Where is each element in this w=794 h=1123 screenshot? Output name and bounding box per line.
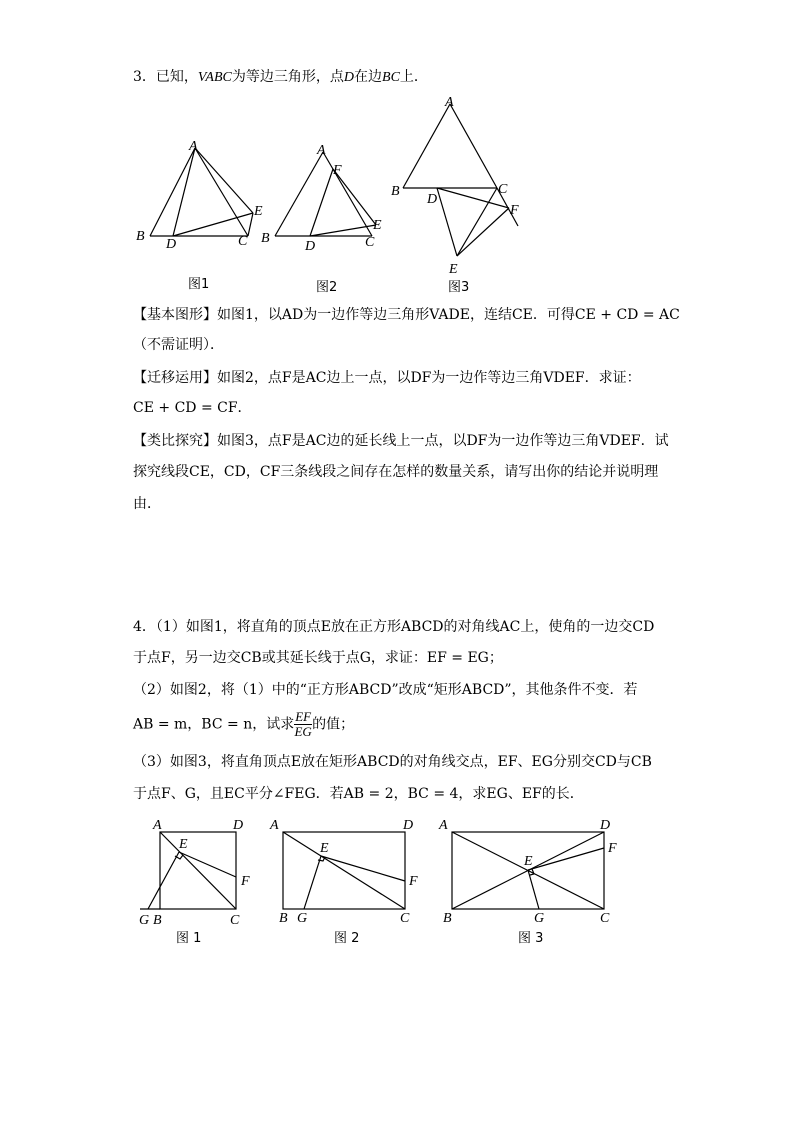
svg-text:D: D (403, 818, 414, 833)
q3-basic-line-1: 【基本图形】如图1，以AD为一边作等边三角形VADE，连结CE．可得CE + CD = AC (133, 307, 680, 323)
q3-analog-line-1: 【类比探究】如图3，点F是AC边的延长线上一点，以DF为一边作等边三角VDEF．试 (133, 433, 669, 449)
q4-figure-1 (140, 832, 236, 909)
svg-text:C: C (365, 235, 375, 250)
svg-text:B: B (279, 911, 288, 926)
q4-figure-2 (283, 832, 405, 909)
svg-text:E: E (373, 218, 382, 233)
svg-text:D: D (166, 237, 177, 252)
q3-figure-1 (150, 148, 253, 236)
svg-text:图2: 图2 (316, 280, 338, 295)
svg-text:A: A (445, 95, 454, 110)
svg-text:E: E (320, 841, 329, 856)
svg-text:F: F (608, 841, 617, 856)
svg-text:A: A (153, 818, 162, 833)
q3-figure-3 (403, 104, 518, 256)
q4-part3-line-2: 于点F、G，且EC平分∠FEG．若AB = 2，BC = 4，求EG、EF的长． (133, 786, 584, 802)
svg-text:F: F (409, 874, 418, 889)
svg-text:B: B (136, 229, 145, 244)
q3-figures (120, 90, 540, 300)
svg-text:图3: 图3 (448, 280, 470, 295)
q4-part2-line-2: AB = m，BC = n，试求 $\frac{EF}{EG}$ 的值； (133, 709, 355, 739)
q4-part3-line-1: （3）如图3，将直角顶点E放在矩形ABCD的对角线交点，EF、EG分别交CD与CB (133, 754, 652, 770)
q3-analog-line-2: 探究线段CE，CD，CF三条线段之间存在怎样的数量关系，请写出你的结论并说明理 (133, 464, 659, 480)
q3-intro: 3．已知，VABC为等边三角形，点D在边BC上． (133, 69, 428, 85)
svg-text:B: B (153, 913, 162, 928)
q4-part1-line-1: 4．（1）如图1，将直角的顶点E放在正方形ABCD的对角线AC上，使角的一边交CD (133, 619, 655, 635)
svg-text:图 1: 图 1 (176, 931, 202, 946)
svg-text:D: D (233, 818, 244, 833)
svg-text:B: B (443, 911, 452, 926)
q3-transfer-line-2: CE + CD = CF． (133, 400, 252, 416)
svg-text:C: C (400, 911, 410, 926)
svg-text:F: F (241, 874, 250, 889)
svg-text:B: B (261, 231, 270, 246)
svg-text:图 3: 图 3 (518, 931, 544, 946)
q4-figures (120, 810, 630, 955)
svg-text:B: B (391, 184, 400, 199)
q3-basic-line-2: （不需证明）． (133, 337, 224, 353)
svg-text:D: D (305, 239, 316, 254)
svg-text:D: D (427, 192, 438, 207)
svg-text:E: E (449, 262, 458, 277)
ratio-fraction: $\frac{EF}{EG}$ (294, 709, 312, 739)
svg-text:G: G (534, 911, 545, 926)
q4-figure-3 (452, 832, 604, 909)
svg-text:E: E (179, 837, 188, 852)
svg-text:A: A (189, 139, 198, 154)
svg-text:E: E (254, 204, 263, 219)
svg-text:G: G (297, 911, 308, 926)
svg-text:图 2: 图 2 (334, 931, 360, 946)
svg-text:F: F (333, 163, 342, 178)
svg-text:A: A (270, 818, 279, 833)
svg-text:G: G (139, 913, 150, 928)
svg-text:C: C (238, 234, 248, 249)
q3-analog-line-3: 由． (133, 496, 161, 512)
svg-text:E: E (524, 854, 533, 869)
svg-text:A: A (317, 143, 326, 158)
q3-triangle-label: VABC (197, 70, 232, 85)
svg-text:C: C (230, 913, 240, 928)
svg-text:A: A (439, 818, 448, 833)
svg-text:D: D (600, 818, 611, 833)
svg-text:C: C (600, 911, 610, 926)
q3-figure-2 (275, 152, 376, 236)
svg-text:F: F (510, 203, 519, 218)
q4-part1-line-2: 于点F，另一边交CB或其延长线于点G，求证：EF = EG； (133, 650, 503, 666)
svg-text:C: C (498, 182, 508, 197)
q3-transfer-line-1: 【迁移运用】如图2，点F是AC边上一点，以DF为一边作等边三角VDEF．求证： (133, 370, 641, 386)
svg-text:图1: 图1 (188, 277, 210, 292)
q4-part2-line-1: （2）如图2，将（1）中的“正方形ABCD”改成“矩形ABCD”，其他条件不变．若 (133, 682, 638, 698)
